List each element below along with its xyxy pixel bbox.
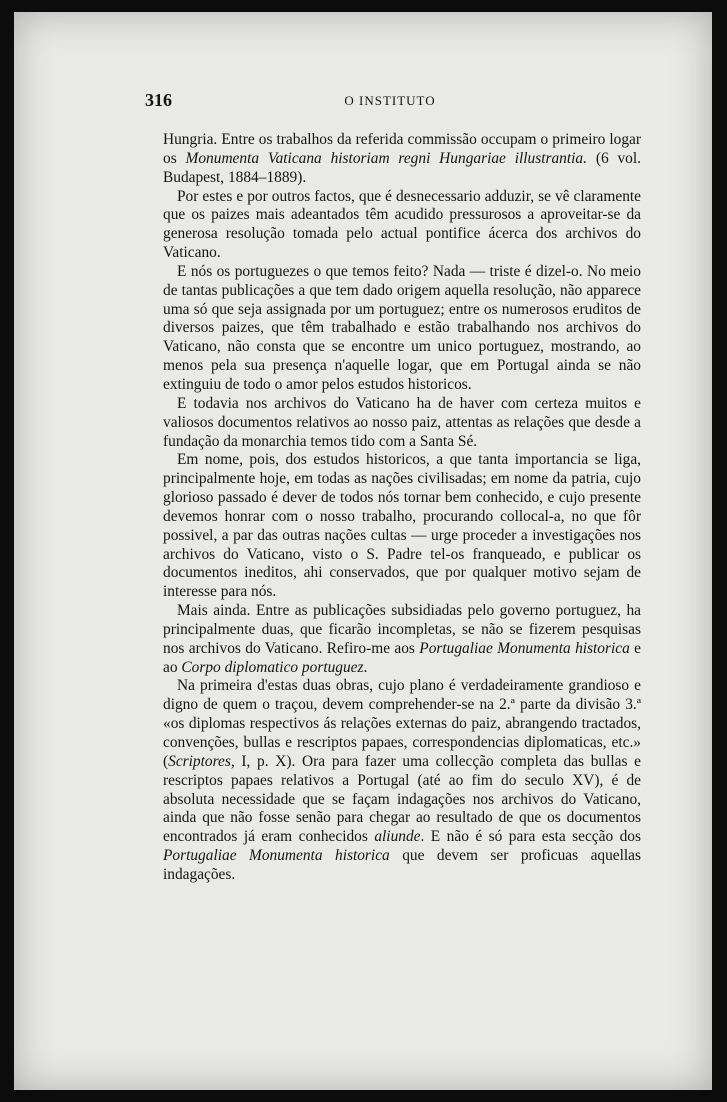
paragraph-7-text-4: que devem ser proficuas aquellas indagações. bbox=[163, 847, 642, 883]
paragraph-1-italic-title: Monumenta Vaticana historiam regni Hungariae illustrantia. bbox=[185, 149, 587, 167]
running-title: O INSTITUTO bbox=[344, 93, 436, 108]
body-text bbox=[163, 131, 641, 885]
paragraph-7-text-2: I, p. X). Ora para fazer uma collecção completa das bullas e rescriptos papaes relativos a Portugal (até ao fim do seculo XV), é de absoluta necessidade que se façam indagações nos archivos do Vaticano, ainda que não fosse senão para chegar ao resultado de que os documentos encontrados já eram conhecidos bbox=[163, 752, 641, 846]
paragraph-7-italic-1: Scriptores, bbox=[168, 752, 235, 770]
paragraph-6-italic-title-2: Corpo diplomatico portuguez bbox=[181, 658, 364, 676]
paragraph-3: E nós os portuguezes o que temos feito? Nada — triste é dizel-o. No meio de tantas publicações a que tem dado origem aquella resolução, não apparece uma só que seja assignada por um portuguez; entre os numerosos eruditos de diversos paizes, que têm trabalhado e estão trabalhando nos archivos do Vaticano, não consta que se encontre um unico portuguez, mostrando, ao menos pela sua presença n'aquelle logar, que em Portugal ainda se não extinguiu de todo o amor pelos estudos historicos. bbox=[163, 262, 641, 393]
paragraph-2: Por estes e por outros factos, que é desnecessario adduzir, se vê claramente que os paizes mais adeantados têm acudido pressurosos a aproveitar-se da generosa resolução tomada pelo actual pontifice ácerca dos archivos do Vaticano. bbox=[163, 187, 641, 262]
paragraph-5: Em nome, pois, dos estudos historicos, a que tanta importancia se liga, principalmente hoje, em todas as nações civilisadas; em nome da patria, cujo glorioso passado é dever de todos nós tornar bem conhecido, e cujo presente devemos honrar com o nosso trabalho, procurando collocal-a, no que fôr possivel, a par das outras nações cultas — urge proceder a investigações nos archivos do Vaticano, visto o S. Padre tel-os franqueado, e publicar os documentos ineditos, ahi conservados, que por qualquer motivo sejam de interesse para nós. bbox=[163, 451, 641, 601]
paragraph-4: E todavia nos archivos do Vaticano ha de haver com certeza muitos e valiosos documentos relativos ao nosso paiz, attentas as relações que desde a fundação da monarchia temos tido com a Santa Sé. bbox=[163, 394, 641, 450]
page-number: 316 bbox=[145, 90, 172, 110]
paragraph-7-italic-3: Portugaliae Monumenta historica bbox=[163, 847, 390, 865]
paragraph-1-text-2: (6 vol. Budapest, 1884–1889). bbox=[163, 149, 641, 186]
paragraph-7-italic-2: aliunde bbox=[374, 828, 421, 846]
paragraph-6-text-3: . bbox=[363, 658, 368, 676]
paragraph-6-text-1: Mais ainda. Entre as publicações subsidiadas pelo governo portuguez, ha principalmente duas, que ficarão incompletas, se não se fizerem pesquisas nos archivos do Vaticano. Refiro-me aos bbox=[163, 602, 641, 657]
paragraph-7-text-1: Na primeira d'estas duas obras, cujo plano é verdadeiramente grandioso e digno de quem o traçou, devem comprehender-se na 2.ª parte da divisão 3.ª «os diplomas respectivos ás relações externas do paiz, abrangendo tractados, convenções, bullas e rescriptos papaes, correspondencias diplomaticas, etc.» ( bbox=[163, 677, 641, 770]
paragraph-7 bbox=[163, 677, 641, 884]
paragraph-6 bbox=[163, 602, 641, 677]
paragraph-6-text-2: e ao bbox=[163, 639, 642, 676]
paragraph-1 bbox=[163, 131, 641, 188]
paragraph-6-italic-title-1: Portugaliae Monumenta historica bbox=[419, 639, 630, 657]
page-header bbox=[145, 90, 635, 112]
paragraph-1-text-1: Hungria. Entre os trabalhos da referida commissão occupam o primeiro logar os bbox=[163, 131, 641, 167]
paragraph-7-text-3: . E não é só para esta secção dos bbox=[420, 828, 641, 846]
